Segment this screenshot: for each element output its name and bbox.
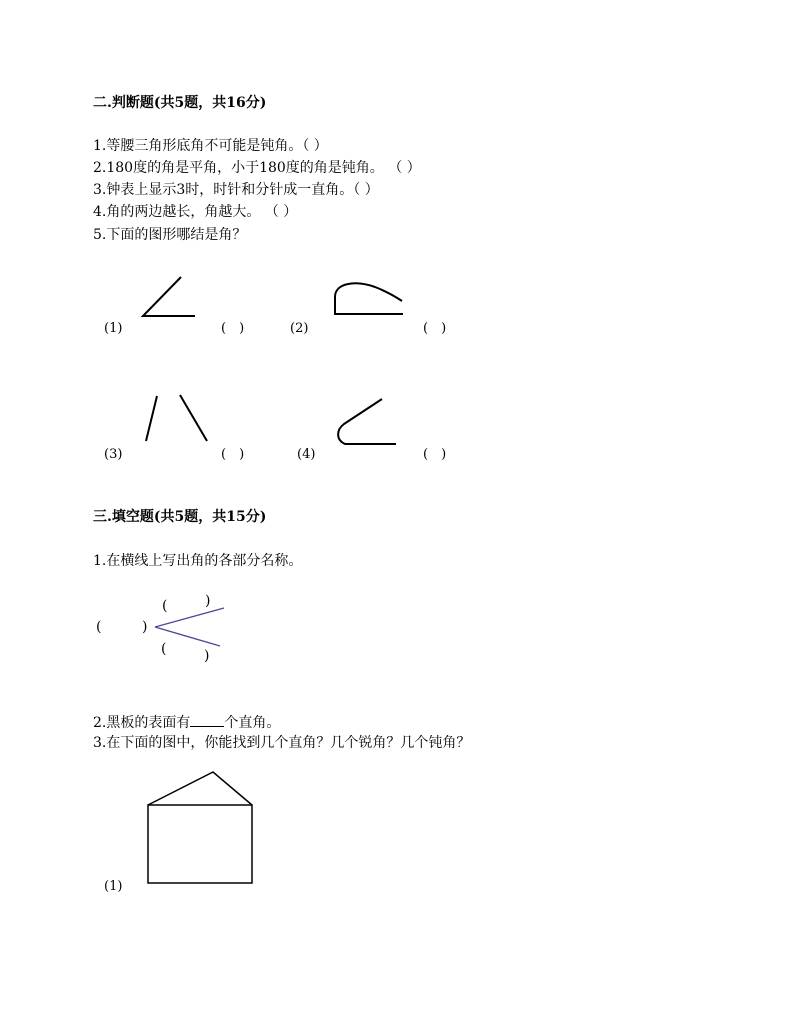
- figure-2-shape: [335, 283, 402, 314]
- question-text-after: 个直角。: [224, 715, 281, 731]
- section-title: 二.判断题(共5题，共16分): [93, 95, 267, 111]
- figure-4-shape: [338, 399, 396, 444]
- figure-1-lines: [143, 277, 195, 316]
- question-text: 1.等腰三角形底角不可能是钝角。（ ）: [93, 138, 328, 154]
- question-text: 1.在横线上写出角的各部分名称。: [93, 553, 303, 569]
- figure-number: (3): [104, 447, 123, 462]
- lower-ray-paren-close: ): [204, 648, 210, 664]
- question-text: 3.钟表上显示3时，时针和分针成一直角。（ ）: [93, 182, 379, 198]
- vertex-paren-close: ): [142, 619, 148, 635]
- question-text-before: 2.黑板的表面有: [93, 715, 191, 731]
- answer-paren: ( ): [423, 321, 447, 336]
- question-text: [93, 712, 280, 732]
- figure-number: (1): [104, 879, 123, 894]
- answer-blank: [190, 712, 224, 727]
- figure-number: (2): [290, 321, 309, 336]
- lower-ray-paren-open: (: [161, 641, 167, 657]
- answer-paren: ( ): [423, 447, 447, 462]
- vertex-paren-open: (: [96, 619, 102, 635]
- upper-ray-paren-open: (: [162, 598, 168, 614]
- question-text: 2.180度的角是平角，小于180度的角是钝角。 （ ）: [93, 160, 421, 176]
- house-rectangle: [148, 805, 252, 883]
- figure-3-line-right: [180, 395, 207, 441]
- answer-paren: ( ): [221, 447, 245, 462]
- figure-number: (4): [297, 447, 316, 462]
- upper-ray-paren-close: ): [205, 593, 211, 609]
- question-text: 5.下面的图形哪结是角？: [93, 227, 247, 243]
- section-title: 三.填空题(共5题，共15分): [93, 509, 267, 525]
- house-roof: [148, 772, 252, 805]
- figure-3-line-left: [146, 396, 157, 441]
- figure-number: (1): [104, 321, 123, 336]
- question-text: 3.在下面的图中，你能找到几个直角？几个锐角？几个钝角？: [93, 735, 471, 751]
- question-text: 4.角的两边越长，角越大。 （ ）: [93, 204, 298, 220]
- answer-paren: ( ): [221, 321, 245, 336]
